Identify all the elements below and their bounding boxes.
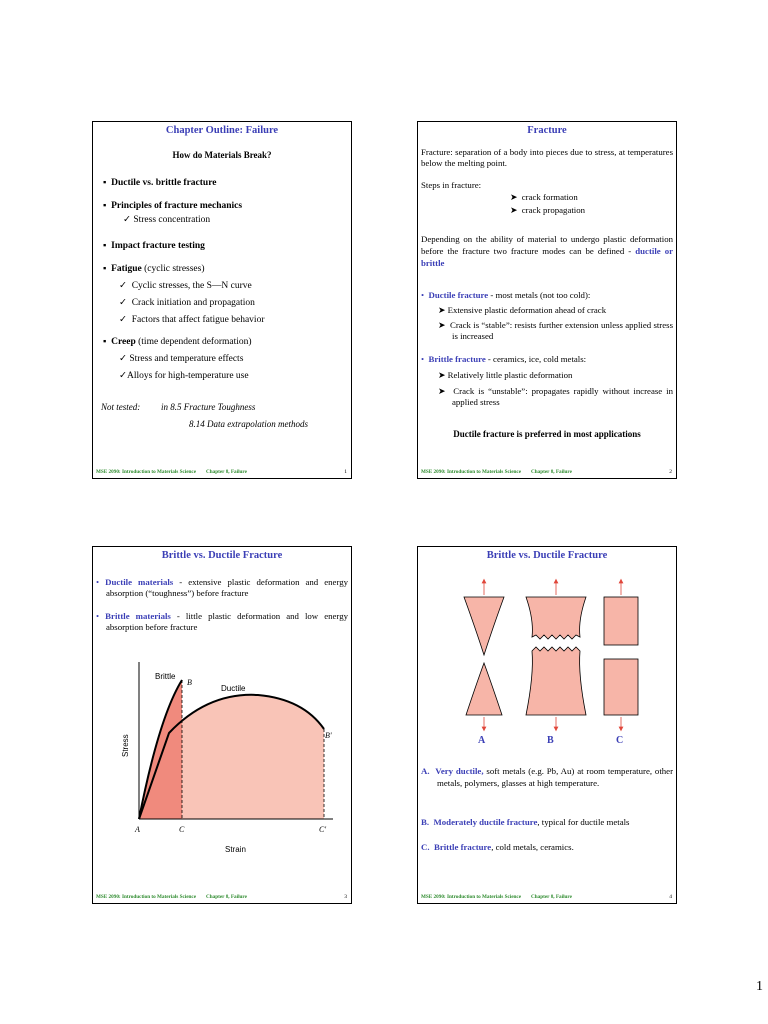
label-a: A: [478, 735, 486, 746]
specimen-a-bottom: [466, 663, 502, 715]
page-number: 1: [756, 979, 763, 994]
slide-footer: MSE 2090: Introduction to Materials Science Chapter 8, Failure 4: [421, 894, 672, 900]
case-c: C. Brittle fracture, cold metals, ceramics.: [421, 842, 574, 852]
ductile-point: ➤ Crack is “stable”: resists further extension unless applied stress is increased: [438, 320, 673, 342]
brittle-heading: • Brittle fracture - ceramics, ice, cold metals:: [421, 354, 587, 364]
slide-title: Fracture: [527, 125, 567, 136]
sub-item: ✓Alloys for high-temperature use: [119, 371, 249, 381]
slide-chapter-outline: [92, 121, 352, 479]
slide-title: Brittle vs. Ductile Fracture: [161, 550, 283, 561]
specimen-c-top: [604, 597, 638, 645]
list-item: ▪ Principles of fracture mechanics: [103, 201, 243, 211]
point-ductile: • Ductile materials - extensive plastic deformation and energy absorption (“toughness”) before fracture: [96, 577, 349, 599]
x-axis-label: Strain: [225, 845, 246, 854]
fracture-specimens-figure: [418, 575, 676, 735]
sub-item: ✓ Stress concentration: [123, 215, 211, 225]
list-item: ▪ Fatigue (cyclic stresses): [103, 264, 205, 274]
stress-strain-chart: [93, 657, 351, 857]
ductile-heading: • Ductile fracture - most metals (not too cold):: [421, 290, 591, 300]
slide-footer: MSE 2090: Introduction to Materials Science Chapter 8, Failure 3: [96, 894, 347, 900]
y-axis-label: Stress: [121, 734, 130, 757]
ductile-point: ➤ Extensive plastic deformation ahead of crack: [438, 305, 607, 315]
brittle-point: ➤ Crack is “unstable”: propagates rapidly without increase in applied stress: [438, 386, 673, 408]
slide-footer: MSE 2090: Introduction to Materials Science Chapter 8, Failure 1: [96, 469, 347, 475]
point-c-label: C: [179, 825, 185, 834]
brittle-point: ➤ Relatively little plastic deformation: [438, 370, 573, 380]
step-item: ➤ crack formation: [510, 192, 578, 202]
conclusion-text: Ductile fracture is preferred in most applications: [453, 429, 641, 439]
slide-subtitle: How do Materials Break?: [172, 150, 272, 160]
slide-title: Brittle vs. Ductile Fracture: [486, 550, 608, 561]
list-item: ▪ Creep (time dependent deformation): [103, 337, 252, 347]
slide-brittle-vs-ductile-chart: [92, 546, 352, 904]
label-b: B: [547, 735, 554, 746]
sub-item: ✓ Crack initiation and propagation: [119, 298, 255, 308]
specimen-a-top: [464, 597, 504, 655]
not-tested-item: in 8.5 Fracture Toughness: [161, 402, 256, 412]
point-b2-label: B': [325, 731, 332, 740]
slide-fracture-types: [417, 546, 677, 904]
label-c: C: [616, 735, 624, 746]
specimen-b-bottom: [526, 647, 586, 715]
modes-text: Depending on the ability of material to undergo plastic deformation before the fracture two fracture modes can be defined - ductile or brittle: [421, 234, 673, 268]
steps-label: Steps in fracture:: [421, 180, 482, 190]
point-brittle: • Brittle materials - little plastic deformation and low energy absorption before fracture: [96, 611, 348, 633]
ductile-label: Ductile: [221, 684, 246, 693]
specimen-b-top: [526, 597, 586, 639]
specimen-c-bottom: [604, 659, 638, 715]
point-a-label: A: [135, 825, 140, 834]
point-c2-label: C': [319, 825, 327, 834]
case-a: A. Very ductile, soft metals (e.g. Pb, Au) at room temperature, other metals, polymers, glasses at high temperature.: [421, 766, 673, 788]
slide-footer: MSE 2090: Introduction to Materials Science Chapter 8, Failure 2: [421, 469, 672, 475]
brittle-label: Brittle: [155, 672, 176, 681]
step-item: ➤ crack propagation: [510, 205, 586, 215]
slide-title: Chapter Outline: Failure: [165, 125, 279, 136]
case-b: B. Moderately ductile fracture, typical for ductile metals: [421, 817, 630, 827]
not-tested-label: Not tested:: [101, 402, 141, 412]
definition-text: Fracture: separation of a body into pieces due to stress, at temperatures below the melting point.: [421, 147, 673, 169]
sub-item: ✓ Stress and temperature effects: [119, 354, 244, 364]
list-item: ▪ Impact fracture testing: [103, 241, 205, 251]
slide-fracture: [417, 121, 677, 479]
sub-item: ✓ Factors that affect fatigue behavior: [119, 315, 265, 325]
list-item: ▪ Ductile vs. brittle fracture: [103, 178, 217, 188]
point-b-label: B: [187, 678, 192, 687]
not-tested-item: 8.14 Data extrapolation methods: [189, 419, 308, 429]
sub-item: ✓ Cyclic stresses, the S—N curve: [119, 281, 252, 291]
